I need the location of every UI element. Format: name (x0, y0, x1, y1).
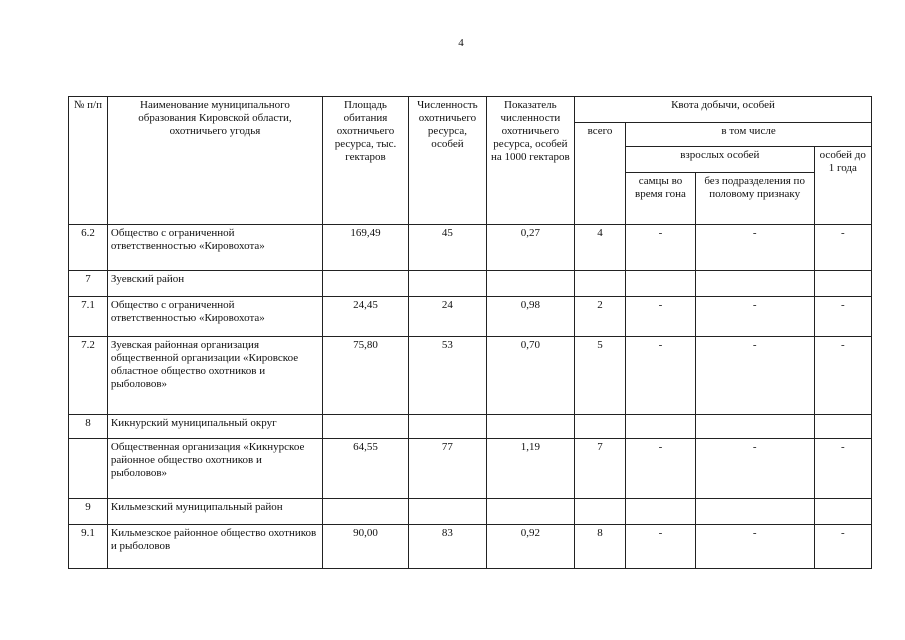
row-num: 7.1 (69, 297, 108, 337)
header-density: Показатель численности охотничьего ресурса, особей на 1000 гектаров (486, 97, 574, 225)
row-density: 1,19 (486, 439, 574, 499)
header-area: Площадь обитания охотничьего ресурса, тыс. гектаров (322, 97, 408, 225)
row-males (626, 499, 696, 525)
row-young: - (814, 525, 871, 569)
row-count: 45 (409, 225, 487, 271)
row-num: 7.2 (69, 337, 108, 415)
row-density: 0,92 (486, 525, 574, 569)
row-density (486, 271, 574, 297)
row-count (409, 415, 487, 439)
header-total: всего (574, 123, 625, 225)
table-body (69, 225, 872, 569)
row-name: Общественная организация «Кикнурское районное общество охотников и рыболовов» (107, 439, 322, 499)
row-nosex: - (695, 297, 814, 337)
row-area: 64,55 (322, 439, 408, 499)
quota-table (68, 96, 872, 569)
row-density: 0,70 (486, 337, 574, 415)
row-name: Кикнурский муниципальный округ (107, 415, 322, 439)
row-males: - (626, 439, 696, 499)
table-row (69, 297, 872, 337)
row-total: 2 (574, 297, 625, 337)
row-num: 9.1 (69, 525, 108, 569)
row-nosex: - (695, 225, 814, 271)
row-area (322, 499, 408, 525)
row-males (626, 271, 696, 297)
row-young (814, 415, 871, 439)
table-row (69, 225, 872, 271)
row-young (814, 499, 871, 525)
row-young (814, 271, 871, 297)
row-density: 0,27 (486, 225, 574, 271)
row-total (574, 499, 625, 525)
row-total: 8 (574, 525, 625, 569)
header-nosex: без подразделения по половому признаку (695, 173, 814, 225)
row-density (486, 415, 574, 439)
row-young: - (814, 225, 871, 271)
row-area: 75,80 (322, 337, 408, 415)
row-area (322, 271, 408, 297)
row-young: - (814, 439, 871, 499)
table-row (69, 439, 872, 499)
table-row (69, 415, 872, 439)
header-adults: взрослых особей (626, 147, 814, 173)
row-num: 9 (69, 499, 108, 525)
row-count (409, 499, 487, 525)
row-name: Кильмезское районное общество охотников и рыболовов (107, 525, 322, 569)
row-num: 7 (69, 271, 108, 297)
row-count: 77 (409, 439, 487, 499)
row-males: - (626, 297, 696, 337)
header-num: № п/п (69, 97, 108, 225)
row-name: Общество с ограниченной ответственностью «Кировохота» (107, 225, 322, 271)
page-number: 4 (458, 37, 464, 49)
row-nosex (695, 415, 814, 439)
table-row (69, 525, 872, 569)
row-density (486, 499, 574, 525)
row-num: 8 (69, 415, 108, 439)
row-count: 53 (409, 337, 487, 415)
row-name: Общество с ограниченной ответственностью «Кировохота» (107, 297, 322, 337)
row-density: 0,98 (486, 297, 574, 337)
row-area: 169,49 (322, 225, 408, 271)
row-nosex: - (695, 525, 814, 569)
table-row (69, 337, 872, 415)
row-area: 24,45 (322, 297, 408, 337)
header-including: в том числе (626, 123, 872, 147)
row-num: 6.2 (69, 225, 108, 271)
row-name: Зуевский район (107, 271, 322, 297)
row-name: Кильмезский муниципальный район (107, 499, 322, 525)
header-count: Численность охотничьего ресурса, особей (409, 97, 487, 225)
header-young: особей до 1 года (814, 147, 871, 225)
row-num (69, 439, 108, 499)
row-total: 5 (574, 337, 625, 415)
row-males: - (626, 225, 696, 271)
row-nosex: - (695, 337, 814, 415)
row-count: 24 (409, 297, 487, 337)
row-nosex (695, 271, 814, 297)
row-total: 7 (574, 439, 625, 499)
row-total (574, 271, 625, 297)
row-nosex (695, 499, 814, 525)
row-name: Зуевская районная организация общественной организации «Кировское областное общество охотников и рыболовов» (107, 337, 322, 415)
table-row (69, 499, 872, 525)
header-name: Наименование муниципального образования Кировской области, охотничьего угодья (107, 97, 322, 225)
table-header (69, 97, 872, 225)
row-nosex: - (695, 439, 814, 499)
row-area: 90,00 (322, 525, 408, 569)
row-young: - (814, 337, 871, 415)
row-total (574, 415, 625, 439)
header-quota: Квота добычи, особей (574, 97, 871, 123)
row-males (626, 415, 696, 439)
row-males: - (626, 525, 696, 569)
header-males: самцы во время гона (626, 173, 696, 225)
row-total: 4 (574, 225, 625, 271)
table-row (69, 271, 872, 297)
row-area (322, 415, 408, 439)
row-count (409, 271, 487, 297)
row-males: - (626, 337, 696, 415)
row-young: - (814, 297, 871, 337)
row-count: 83 (409, 525, 487, 569)
